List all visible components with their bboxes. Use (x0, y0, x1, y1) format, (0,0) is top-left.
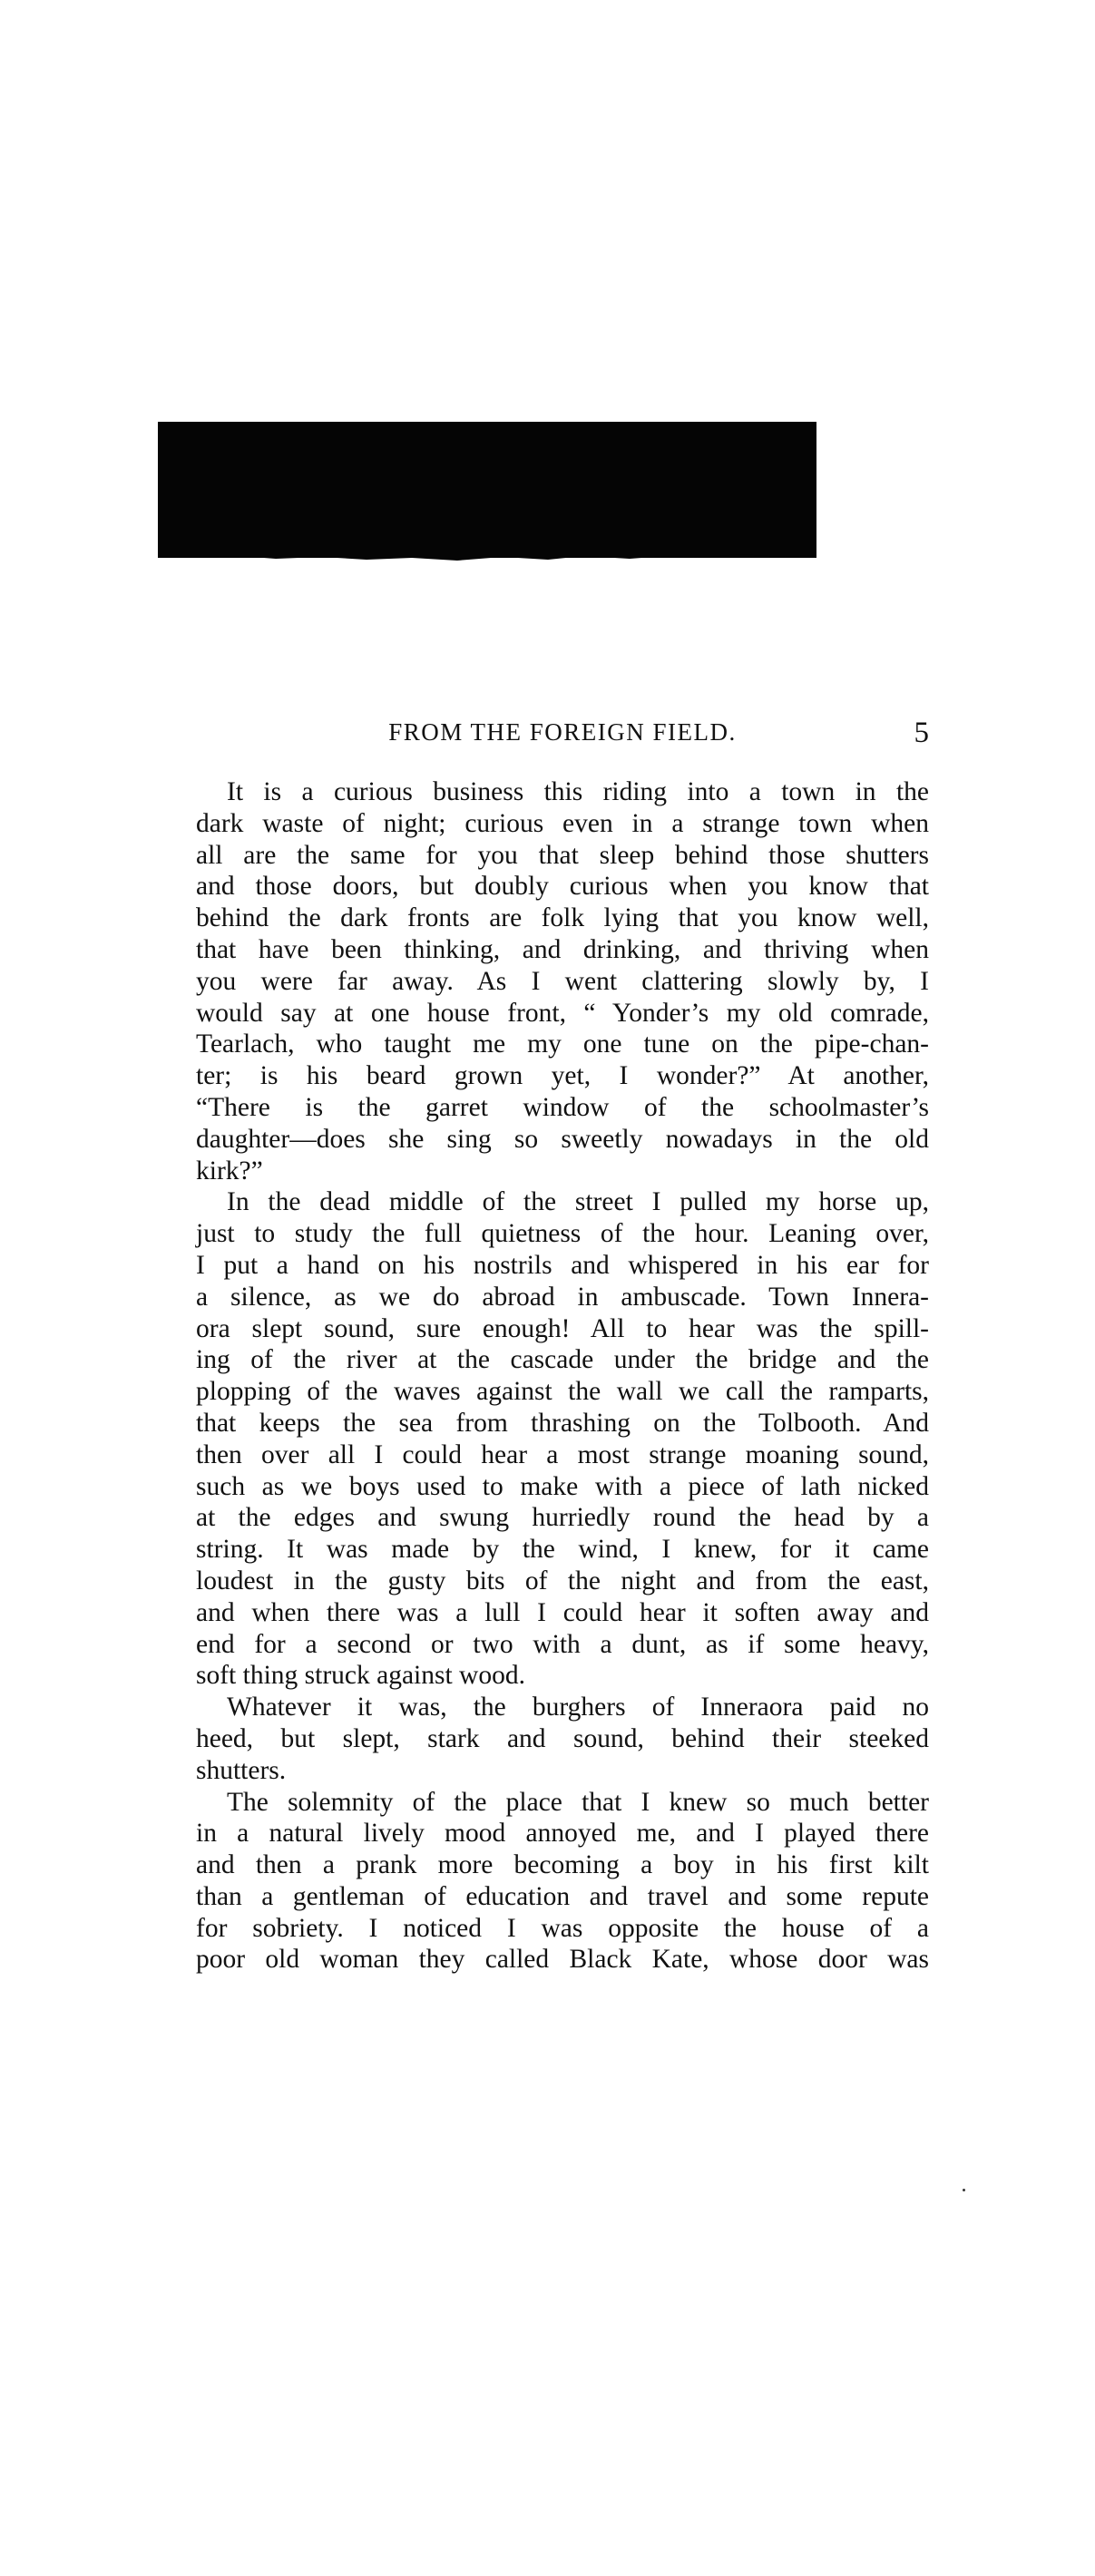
text-line: all are the same for you that sleep behind those shutters (196, 840, 929, 870)
text-line: end for a second or two with a dunt, as if some heavy, (196, 1629, 929, 1659)
text-line: behind the dark fronts are folk lying that you know well, (196, 903, 929, 933)
body-text (196, 776, 929, 1976)
text-line: that have been thinking, and drinking, and thriving when (196, 934, 929, 964)
text-line: dark waste of night; curious even in a strange town when (196, 808, 929, 838)
text-line: soft thing struck against wood. (196, 1661, 525, 1691)
text-line: shutters. (196, 1755, 287, 1785)
text-line: ter; is his beard grown yet, I wonder?” At another, (196, 1061, 929, 1091)
text-line: heed, but slept, stark and sound, behind their steeked (196, 1723, 929, 1753)
text-line: “There is the garret window of the schoolmaster’s (196, 1092, 929, 1122)
paragraph-2 (196, 1186, 929, 1692)
text-line: than a gentleman of education and travel and some repute (196, 1881, 929, 1911)
paragraph-4 (196, 1787, 929, 1976)
text-line: Whatever it was, the burghers of Inneraora paid no (227, 1693, 929, 1722)
scan-speck (963, 2189, 965, 2191)
paragraph-1 (196, 776, 929, 1186)
running-head (196, 717, 929, 749)
text-line: then over all I could hear a most strange moaning sound, (196, 1439, 929, 1469)
text-line: that keeps the sea from thrashing on the Tolbooth. And (196, 1408, 929, 1438)
text-line: kirk?” (196, 1156, 263, 1186)
text-line: The solemnity of the place that I knew so much better (227, 1787, 929, 1817)
text-line: at the edges and swung hurriedly round the head by a (196, 1503, 929, 1533)
text-line: just to study the full quietness of the hour. Leaning over, (196, 1219, 929, 1249)
text-line: such as we boys used to make with a piece of lath nicked (196, 1471, 929, 1501)
running-title: FROM THE FOREIGN FIELD. (388, 718, 737, 746)
text-line: for sobriety. I noticed I was opposite the house of a (196, 1913, 929, 1943)
text-line: ora slept sound, sure enough! All to hear was the spill- (196, 1313, 929, 1343)
text-line: in a natural lively mood annoyed me, and I played there (196, 1819, 929, 1849)
text-line: and when there was a lull I could hear it soften away and (196, 1597, 929, 1627)
redaction-block (158, 422, 816, 558)
text-line: I put a hand on his nostrils and whispered in his ear for (196, 1250, 929, 1280)
text-line: daughter—does she sing so sweetly nowadays in the old (196, 1124, 929, 1154)
page-number: 5 (914, 717, 929, 749)
text-line: Tearlach, who taught me my one tune on the pipe-chan- (196, 1029, 929, 1059)
text-line: ing of the river at the cascade under the bridge and the (196, 1345, 929, 1375)
text-line: poor old woman they called Black Kate, whose door was (196, 1945, 929, 1975)
text-line: you were far away. As I went clattering slowly by, I (196, 966, 929, 996)
text-line: It is a curious business this riding into a town in the (227, 777, 929, 806)
text-line: In the dead middle of the street I pulled my horse up, (227, 1187, 929, 1217)
text-line: and those doors, but doubly curious when you know that (196, 872, 929, 902)
text-line: loudest in the gusty bits of the night and from the east, (196, 1566, 929, 1595)
text-line: a silence, as we do abroad in ambuscade. Town Innera- (196, 1282, 929, 1312)
text-line: plopping of the waves against the wall we call the ramparts, (196, 1377, 929, 1407)
text-line: and then a prank more becoming a boy in his first kilt (196, 1850, 929, 1880)
paragraph-3 (196, 1692, 929, 1786)
redaction-ragged-edge (158, 551, 816, 564)
text-line: string. It was made by the wind, I knew, for it came (196, 1535, 929, 1565)
text-line: would say at one house front, “ Yonder’s my old comrade, (196, 998, 929, 1028)
